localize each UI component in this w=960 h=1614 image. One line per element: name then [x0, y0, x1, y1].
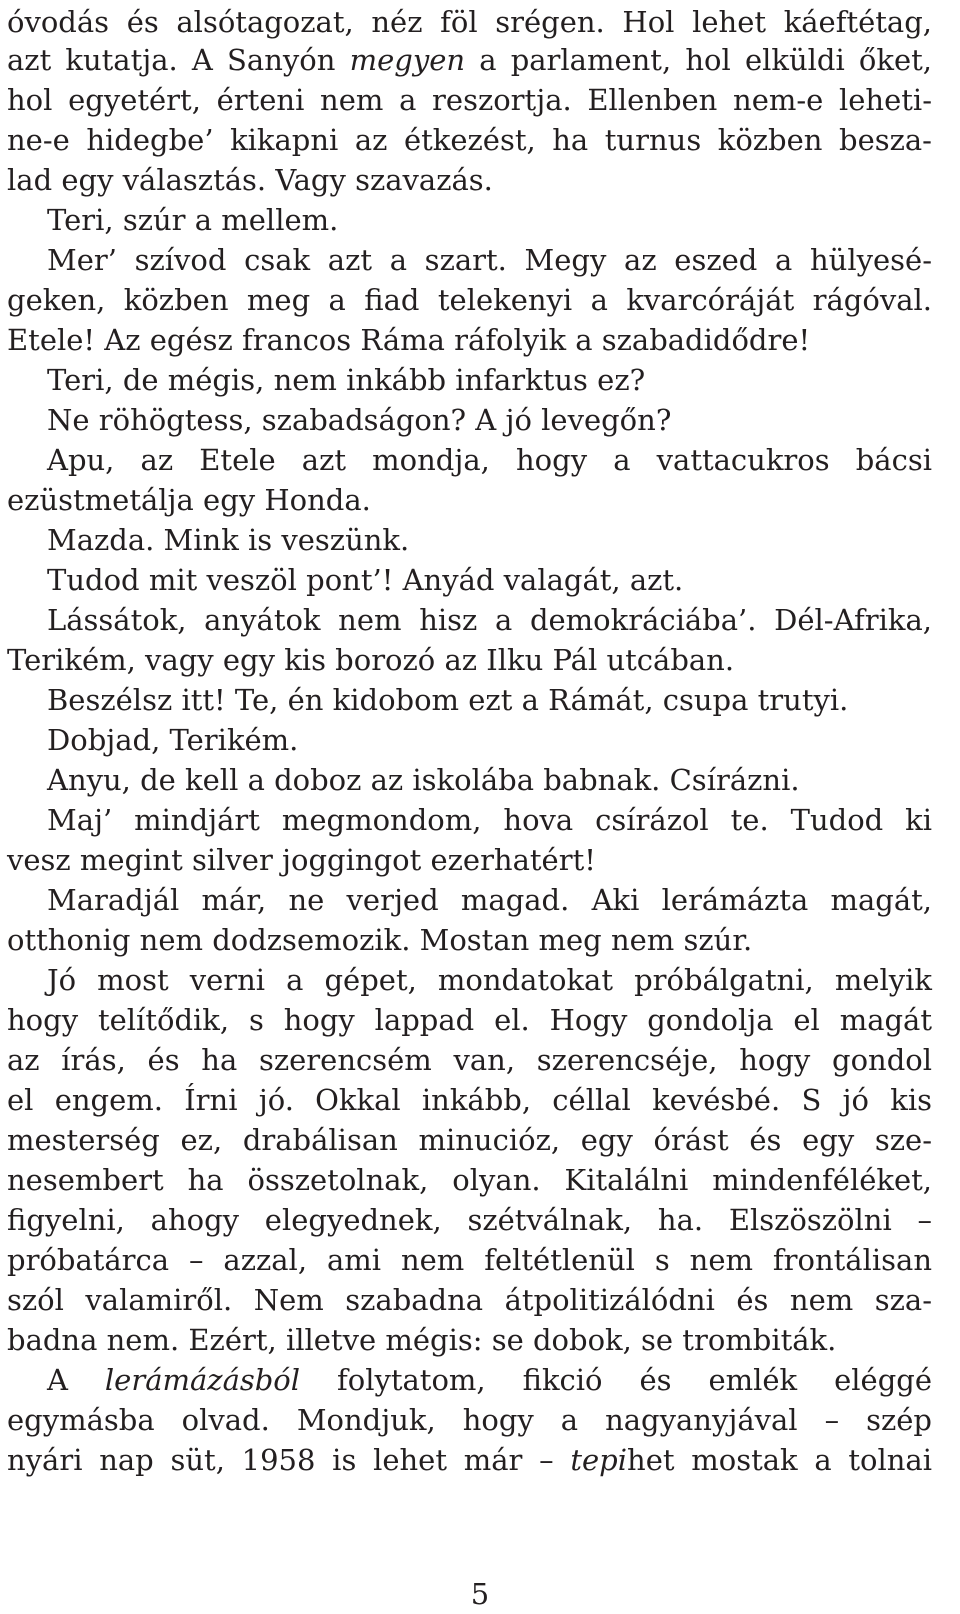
- text-line: Mazda. Mink is veszünk.: [47, 523, 410, 557]
- page-number: 5: [470, 1577, 490, 1611]
- text-line: Maradjál már, ne verjed magad. Aki lerámázta magát,: [47, 883, 932, 917]
- text-line: geken, közben meg a fiad telekenyi a kvarcóráját rágóval.: [7, 283, 932, 317]
- text-line: Teri, szúr a mellem.: [47, 203, 339, 237]
- text-line: Tudod mit veszöl pont’! Anyád valagát, azt.: [47, 563, 684, 597]
- text-line: próbatárca – azzal, ami nem feltétlenül s nem frontálisan: [7, 1243, 932, 1277]
- text-line: Ne röhögtess, szabadságon? A jó levegőn?: [47, 403, 672, 437]
- text-line: Jó most verni a gépet, mondatokat próbálgatni, melyik: [47, 963, 932, 997]
- text-line: Maj’ mindjárt megmondom, hova csírázol te. Tudod ki: [47, 803, 932, 837]
- text-line: Dobjad, Terikém.: [47, 723, 299, 757]
- text-line: nesembert ha összetolnak, olyan. Kitalálni mindenféléket,: [7, 1163, 932, 1197]
- text-line: mesterség ez, drabálisan minucióz, egy órást és egy sze-: [7, 1123, 932, 1157]
- text-line: nyári nap süt, 1958 is lehet már – tepihet mostak a tolnai: [7, 1443, 932, 1477]
- italic-word: lerámázásból: [104, 1363, 301, 1397]
- text-line: Terikém, vagy egy kis borozó az Ilku Pál utcában.: [7, 643, 735, 677]
- text-line: Apu, az Etele azt mondja, hogy a vattacukros bácsi: [47, 443, 932, 477]
- text-line: el engem. Írni jó. Okkal inkább, céllal kevésbé. S jó kis: [7, 1083, 932, 1117]
- text-line: azt kutatja. A Sanyón megyen a parlament, hol elküldi őket,: [7, 43, 932, 77]
- text-line: vesz megint silver joggingot ezerhatért!: [7, 843, 596, 877]
- text-line: Teri, de mégis, nem inkább infarktus ez?: [47, 363, 646, 397]
- italic-word: tepi: [570, 1443, 628, 1477]
- text-line: hol egyetért, érteni nem a reszortja. Ellenben nem-e leheti-: [7, 83, 932, 117]
- text-line: lad egy választás. Vagy szavazás.: [7, 163, 493, 197]
- text-line: szól valamiről. Nem szabadna átpolitizálódni és nem sza-: [7, 1283, 932, 1317]
- text-line: Beszélsz itt! Te, én kidobom ezt a Rámát, csupa trutyi.: [47, 683, 849, 717]
- text-line: ne-e hidegbe’ kikapni az étkezést, ha turnus közben besza-: [7, 123, 932, 157]
- text-line: Etele! Az egész francos Ráma ráfolyik a szabadidődre!: [7, 323, 811, 357]
- italic-word: megyen: [349, 43, 466, 77]
- text-line: otthonig nem dodzsemozik. Mostan meg nem szúr.: [7, 923, 753, 957]
- text-line: egymásba olvad. Mondjuk, hogy a nagyanyjával – szép: [7, 1403, 932, 1437]
- text-line: Lássátok, anyátok nem hisz a demokráciába’. Dél-Afrika,: [47, 603, 932, 637]
- text-line: Mer’ szívod csak azt a szart. Megy az eszed a hülyesé-: [47, 243, 932, 277]
- text-line: badna nem. Ezért, illetve mégis: se dobok, se trombiták.: [7, 1323, 837, 1357]
- text-line: óvodás és alsótagozat, néz föl srégen. Hol lehet káeftétag,: [7, 5, 932, 39]
- text-line: hogy telítődik, s hogy lappad el. Hogy gondolja el magát: [7, 1003, 932, 1037]
- text-line: Anyu, de kell a doboz az iskolába babnak. Csírázni.: [47, 763, 800, 797]
- text-line: az írás, és ha szerencsém van, szerencséje, hogy gondol: [7, 1043, 932, 1077]
- text-line: A lerámázásból folytatom, fikció és emlék eléggé: [47, 1363, 932, 1397]
- text-line: ezüstmetálja egy Honda.: [7, 483, 371, 517]
- text-line: figyelni, ahogy elegyednek, szétválnak, ha. Elszöszölni –: [7, 1203, 932, 1237]
